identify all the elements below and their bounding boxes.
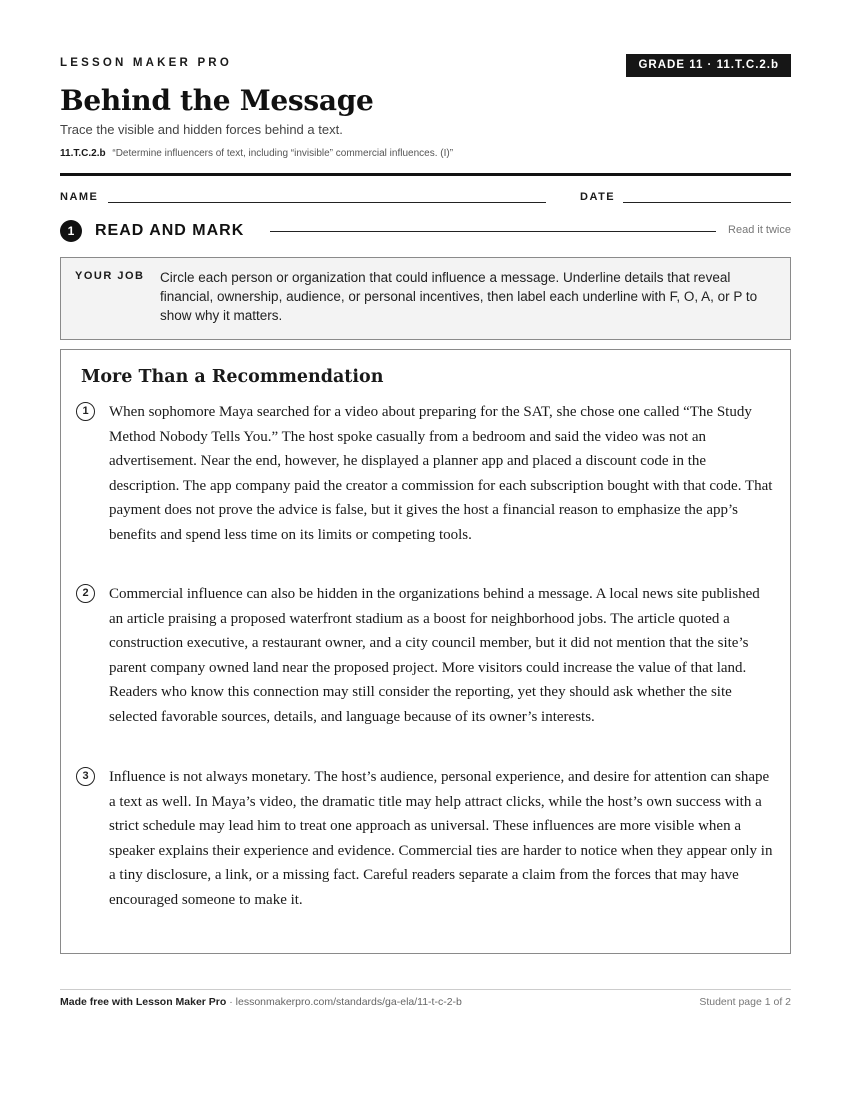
footer-url-link[interactable]: lessonmakerpro.com/standards/ga-ela/11-t-c-2-b: [235, 996, 462, 1008]
passage-title: More Than a Recommendation: [81, 367, 384, 387]
paragraph-number-badge: 1: [76, 402, 95, 421]
paragraph-number-badge: 2: [76, 584, 95, 603]
instructions-box: [60, 257, 791, 340]
name-label: NAME: [60, 191, 99, 203]
footer-separator: ·: [226, 996, 236, 1008]
paragraph-text: Commercial influence can also be hidden in the organizations behind a message. A local news site published an article praising a proposed waterfront stadium as a boost for neighborhood jobs. The article quoted a construction executive, a restaurant owner, and a city council member, but it did not mention that the site’s parent company owned land near the proposed project. More visitors could increase the value of that land. Readers who know this connection may still consider the reporting, yet they should ask whether the site selected favorable sources, details, and language because of its owner’s interests.: [109, 586, 760, 725]
header-divider: [60, 173, 791, 176]
name-field[interactable]: [108, 202, 546, 203]
page-subtitle: Trace the visible and hidden forces behind a text.: [60, 122, 343, 137]
section-divider: [270, 231, 716, 232]
standard-code: 11.T.C.2.b: [60, 148, 106, 159]
date-field[interactable]: [623, 202, 791, 203]
section-title: READ AND MARK: [95, 222, 245, 239]
footer-divider: [60, 989, 791, 990]
page-title: Behind the Message: [60, 84, 374, 117]
date-label: DATE: [580, 191, 616, 203]
footer-made-with: Made free with Lesson Maker Pro: [60, 996, 227, 1008]
section-number-badge: 1: [60, 220, 82, 242]
paragraph-text: When sophomore Maya searched for a video about preparing for the SAT, she chose one called “The Study Method Nobody Tells You.” The host spoke casually from a bedroom and said the video was not an advertisement. Near the end, however, he displayed a planner app and placed a discount code in the description. The app company paid the creator a commission for each subscription bought with that code. That payment does not prove the advice is false, but it gives the host a financial reason to emphasize the app’s benefits and spend less time on its limits or competing tools.: [109, 404, 773, 543]
reading-passage: [60, 349, 791, 954]
section-hint: Read it twice: [728, 224, 791, 236]
instructions-label: YOUR JOB: [75, 270, 145, 282]
grade-badge: GRADE 11 · 11.T.C.2.b: [626, 54, 791, 77]
paragraph-text: Influence is not always monetary. The host’s audience, personal experience, and desire for attention can shape a text as well. In Maya’s video, the dramatic title may help attract clicks, while the host’s own success with a strict schedule may lead him to treat one approach as universal. These influences are more visible when a speaker explains their experience and evidence. Commercial ties are harder to notice when they appear only in a tiny disclosure, a link, or a missing fact. Careful readers separate a claim from the forces that may have encouraged someone to make it.: [109, 769, 773, 908]
standard-description: “Determine influencers of text, including “invisible” commercial influences. (I)”: [112, 148, 454, 159]
paragraph-number-badge: 3: [76, 767, 95, 786]
instructions-text: Circle each person or organization that could influence a message. Underline details that reveal financial, ownership, audience, or personal incentives, then label each underline with F, O, A, or P to show why it matters.: [160, 270, 758, 323]
page-indicator: Student page 1 of 2: [699, 996, 791, 1008]
standard-line: [60, 148, 453, 159]
brand-wordmark: LESSON MAKER PRO: [60, 57, 232, 69]
footer-credit: [60, 996, 462, 1008]
